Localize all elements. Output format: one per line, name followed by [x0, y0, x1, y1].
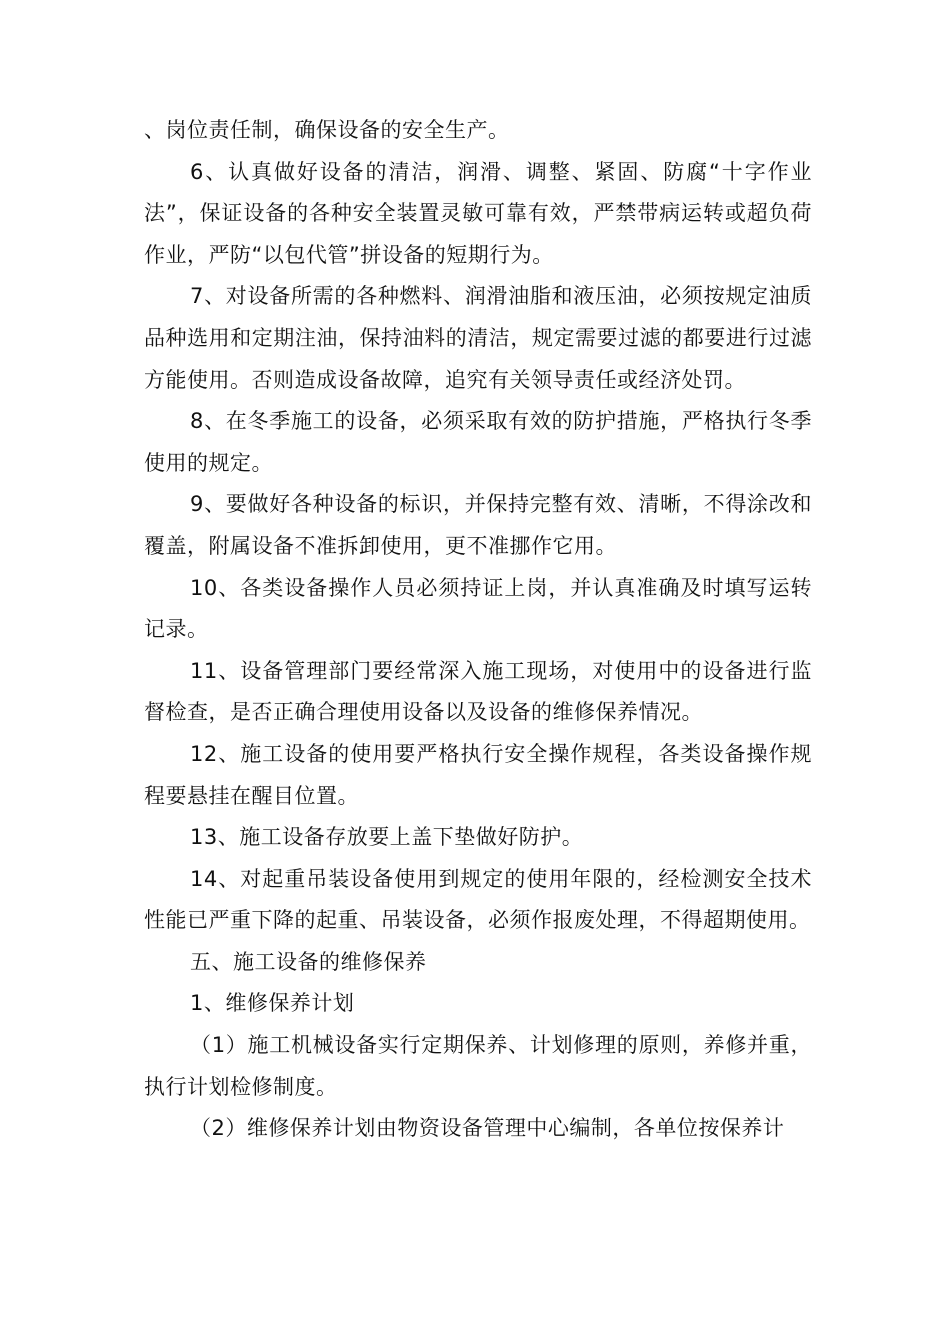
paragraph-item-10: 10、各类设备操作人员必须持证上岗，并认真准确及时填写运转记录。	[144, 575, 812, 642]
document-body	[144, 110, 812, 1150]
subsection-heading-1: 1、维修保养计划	[190, 991, 355, 1016]
paragraph-item-9: 9、要做好各种设备的标识，并保持完整有效、清晰，不得涂改和覆盖，附属设备不准拆卸使用，更不准挪作它用。	[144, 492, 812, 558]
paragraph-item-7: 7、对设备所需的各种燃料、润滑油脂和液压油，必须按规定油质品种选用和定期注油，保持油料的清洁，规定需要过滤的都要进行过滤方能使用。否则造成设备故障，追究有关领导责任或经济处罚。	[144, 284, 812, 392]
section-heading-5: 五、施工设备的维修保养	[190, 949, 427, 974]
paragraph-subitem-1: （1）施工机械设备实行定期保养、计划修理的原则，养修并重，执行计划检修制度。	[144, 1033, 812, 1099]
paragraph-continuation: 、岗位责任制，确保设备的安全生产。	[144, 118, 510, 142]
paragraph-item-11: 11、设备管理部门要经常深入施工现场，对使用中的设备进行监督检查，是否正确合理使用设备以及设备的维修保养情况。	[144, 658, 812, 725]
paragraph-item-13: 13、施工设备存放要上盖下垫做好防护。	[190, 825, 584, 850]
paragraph-item-12: 12、施工设备的使用要严格执行安全操作规程，各类设备操作规程要悬挂在醒目位置。	[144, 741, 812, 808]
paragraph-item-6: 6、认真做好设备的清洁，润滑、调整、紧固、防腐“十字作业法”，保证设备的各种安全装置灵敏可靠有效，严禁带病运转或超负荷作业，严防“以包代管”拼设备的短期行为。	[144, 159, 812, 267]
paragraph-item-8: 8、在冬季施工的设备，必须采取有效的防护措施，严格执行冬季使用的规定。	[144, 409, 812, 475]
paragraph-item-14: 14、对起重吊装设备使用到规定的使用年限的，经检测安全技术性能已严重下降的起重、吊装设备，必须作报废处理，不得超期使用。	[144, 866, 812, 933]
paragraph-subitem-2: （2）维修保养计划由物资设备管理中心编制，各单位按保养计	[190, 1116, 785, 1141]
